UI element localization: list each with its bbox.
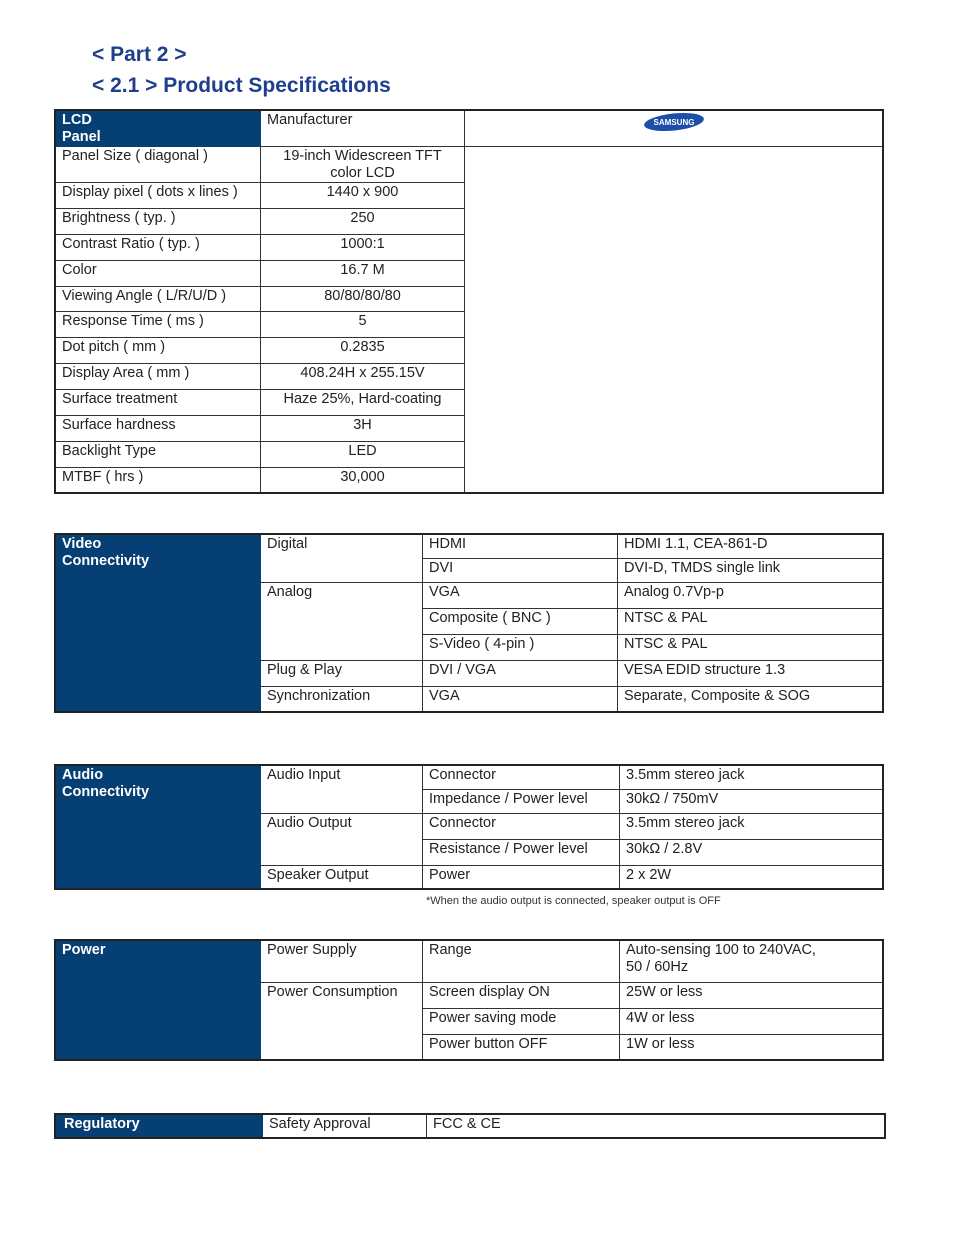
table-row	[55, 416, 883, 442]
power-range-label: Range	[423, 940, 620, 982]
audio-input-connector-value: 3.5mm stereo jack	[620, 765, 884, 789]
power-range-value: Auto-sensing 100 to 240VAC, 50 / 60Hz	[620, 940, 884, 982]
plug-play-connector: DVI / VGA	[423, 660, 618, 686]
part-heading: < Part 2 >	[92, 43, 187, 66]
sync-label: Synchronization	[261, 686, 423, 712]
safety-approval-label: Safety Approval	[263, 1114, 427, 1138]
vga-value: Analog 0.7Vp-p	[618, 582, 884, 608]
audio-input-connector-label: Connector	[423, 765, 620, 789]
spec-label: Panel Size ( diagonal )	[55, 147, 261, 183]
audio-output-connector-label: Connector	[423, 813, 620, 839]
audio-output-connector-value: 3.5mm stereo jack	[620, 813, 884, 839]
table-row	[55, 234, 883, 260]
spec-label: Color	[55, 260, 261, 286]
spec-value: Haze 25%, Hard-coating	[261, 390, 465, 416]
vga-label: VGA	[423, 582, 618, 608]
spec-value: 30,000	[261, 467, 465, 493]
plug-play-value: VESA EDID structure 1.3	[618, 660, 884, 686]
spec-label: Display Area ( mm )	[55, 364, 261, 390]
spec-value: 80/80/80/80	[261, 286, 465, 312]
analog-label: Analog	[261, 582, 423, 660]
audio-input-impedance-label: Impedance / Power level	[423, 789, 620, 813]
spec-label: Backlight Type	[55, 441, 261, 467]
dvi-label: DVI	[423, 558, 618, 582]
table-row	[55, 183, 883, 209]
manufacturer-value	[465, 110, 884, 147]
spec-value: 250	[261, 208, 465, 234]
audio-connectivity-table	[54, 764, 884, 890]
table-row	[55, 286, 883, 312]
table-row	[55, 338, 883, 364]
video-connectivity-table	[54, 533, 884, 713]
spec-label: Brightness ( typ. )	[55, 208, 261, 234]
regulatory-category: Regulatory	[55, 1114, 263, 1138]
hdmi-value: HDMI 1.1, CEA-861-D	[618, 534, 884, 558]
lcd-panel-table	[54, 109, 884, 494]
screen-on-value: 25W or less	[620, 982, 884, 1008]
spec-label: Surface hardness	[55, 416, 261, 442]
spec-value: 1000:1	[261, 234, 465, 260]
spec-value: 3H	[261, 416, 465, 442]
table-row	[55, 390, 883, 416]
dvi-value: DVI-D, TMDS single link	[618, 558, 884, 582]
screen-on-label: Screen display ON	[423, 982, 620, 1008]
audio-category: Audio Connectivity	[55, 765, 261, 889]
regulatory-table	[54, 1113, 886, 1139]
spec-value: 16.7 M	[261, 260, 465, 286]
audio-note: *When the audio output is connected, speaker output is OFF	[426, 895, 721, 907]
hdmi-label: HDMI	[423, 534, 618, 558]
table-row	[55, 441, 883, 467]
spec-value: 0.2835	[261, 338, 465, 364]
power-saving-label: Power saving mode	[423, 1008, 620, 1034]
table-row	[55, 312, 883, 338]
sync-connector: VGA	[423, 686, 618, 712]
manufacturer-label: Manufacturer	[261, 110, 465, 147]
speaker-output-value: 2 x 2W	[620, 865, 884, 889]
safety-approval-value: FCC & CE	[427, 1114, 886, 1138]
spec-label: MTBF ( hrs )	[55, 467, 261, 493]
spec-label: Dot pitch ( mm )	[55, 338, 261, 364]
power-table	[54, 939, 884, 1061]
svg-text:SAMSUNG: SAMSUNG	[653, 117, 694, 127]
spec-label: Display pixel ( dots x lines )	[55, 183, 261, 209]
spec-value: 408.24H x 255.15V	[261, 364, 465, 390]
sync-value: Separate, Composite & SOG	[618, 686, 884, 712]
power-supply-label: Power Supply	[261, 940, 423, 982]
svideo-label: S-Video ( 4-pin )	[423, 634, 618, 660]
spec-label: Response Time ( ms )	[55, 312, 261, 338]
composite-value: NTSC & PAL	[618, 608, 884, 634]
audio-input-label: Audio Input	[261, 765, 423, 813]
table-row	[55, 147, 883, 183]
spec-label: Surface treatment	[55, 390, 261, 416]
spec-value: 1440 x 900	[261, 183, 465, 209]
table-row	[55, 467, 883, 493]
section-heading: < 2.1 > Product Specifications	[92, 74, 391, 97]
audio-output-resistance-label: Resistance / Power level	[423, 839, 620, 865]
audio-input-impedance-value: 30kΩ / 750mV	[620, 789, 884, 813]
svideo-value: NTSC & PAL	[618, 634, 884, 660]
power-consumption-label: Power Consumption	[261, 982, 423, 1060]
spec-value: 19-inch Widescreen TFT color LCD	[261, 147, 465, 183]
speaker-output-power-label: Power	[423, 865, 620, 889]
power-off-value: 1W or less	[620, 1034, 884, 1060]
power-saving-value: 4W or less	[620, 1008, 884, 1034]
spec-value: 5	[261, 312, 465, 338]
audio-output-resistance-value: 30kΩ / 2.8V	[620, 839, 884, 865]
composite-label: Composite ( BNC )	[423, 608, 618, 634]
table-row	[55, 208, 883, 234]
power-off-label: Power button OFF	[423, 1034, 620, 1060]
samsung-logo-icon	[643, 112, 705, 132]
table-row	[55, 364, 883, 390]
video-category: Video Connectivity	[55, 534, 261, 712]
spec-label: Viewing Angle ( L/R/U/D )	[55, 286, 261, 312]
table-row	[55, 260, 883, 286]
spec-value: LED	[261, 441, 465, 467]
power-category: Power	[55, 940, 261, 1060]
spec-label: Contrast Ratio ( typ. )	[55, 234, 261, 260]
speaker-output-label: Speaker Output	[261, 865, 423, 889]
plug-play-label: Plug & Play	[261, 660, 423, 686]
audio-output-label: Audio Output	[261, 813, 423, 865]
lcd-category: LCD Panel	[55, 110, 261, 147]
digital-label: Digital	[261, 534, 423, 582]
